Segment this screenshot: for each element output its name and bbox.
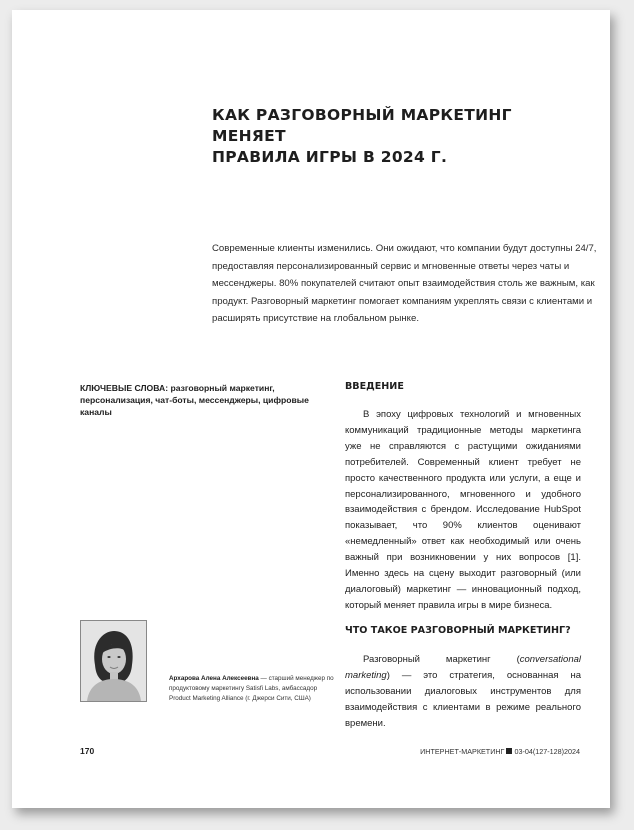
author-name: Архарова Алена Алексеевна (169, 675, 259, 682)
article-title-line-2: ПРАВИЛА ИГРЫ В 2024 Г. (212, 148, 448, 166)
article-lead: Современные клиенты изменились. Они ожидают, что компании будут доступны 24/7, предоставляя персонализированный сервис и мгновенные ответы через чаты и мессенджеры. 80% покупателей считают опыт взаимодействия столь же важным, как продукт. Разговорный маркетинг помогает компаниям укреплять связи с клиентами и расширять присутствие на глобальном рынке. (212, 243, 597, 324)
article-title-line-1: КАК РАЗГОВОРНЫЙ МАРКЕТИНГ МЕНЯЕТ (212, 106, 512, 145)
section-title-introduction: ВВЕДЕНИЕ (345, 381, 404, 392)
author-bio: — старший менеджер по продуктовому маркетингу Satisfi Labs, амбассадор Product Marketing Alliance (г. Джерси Сити, США) (169, 675, 334, 702)
author-photo (80, 620, 147, 702)
text-span: ) — это стратегия, основанная на использовании диалоговых инструментов для взаимодействия с клиентами в режиме реального времени. (345, 669, 581, 729)
section-title-what-is: ЧТО ТАКОЕ РАЗГОВОРНЫЙ МАРКЕТИНГ? (345, 625, 571, 636)
paragraph: В эпоху цифровых технологий и мгновенных коммуникаций традиционные методы маркетинга уже не справляются с растущими ожиданиями потребителей. Современный клиент требует не просто качественного продукта или услуги, а еще и персонализированного, мгновенного и удобного взаимодействия с брендом. Исследование HubSpot показывает, что 90% клиентов оценивают «немедленный» ответ как необходимый или очень важный при возникновении у них вопросов [1]. Именно здесь на сцену выходит разговорный (или диалоговый) маркетинг — инновационный подход, который меняет правила игры в мире бизнеса. (345, 409, 581, 611)
page-number: 170 (80, 746, 95, 756)
section-body-introduction (345, 407, 581, 614)
text-span: Разговорный маркетинг ( (363, 654, 520, 665)
author-portrait-image (81, 621, 146, 701)
journal-name: ИНТЕРНЕТ-МАРКЕТИНГ (420, 747, 505, 756)
article-title (212, 105, 582, 168)
journal-page (12, 10, 610, 808)
square-bullet-icon (506, 748, 512, 754)
author-info (169, 674, 334, 704)
keywords: КЛЮЧЕВЫЕ СЛОВА: разговорный маркетинг, персонализация, чат-боты, мессенджеры, цифровые каналы (80, 383, 309, 417)
paragraph (345, 652, 581, 732)
journal-issue: 03-04(127-128)2024 (514, 747, 580, 756)
journal-footer (420, 747, 580, 756)
section-body-what-is (345, 652, 581, 732)
italic-term: conversational marketing (345, 654, 581, 681)
